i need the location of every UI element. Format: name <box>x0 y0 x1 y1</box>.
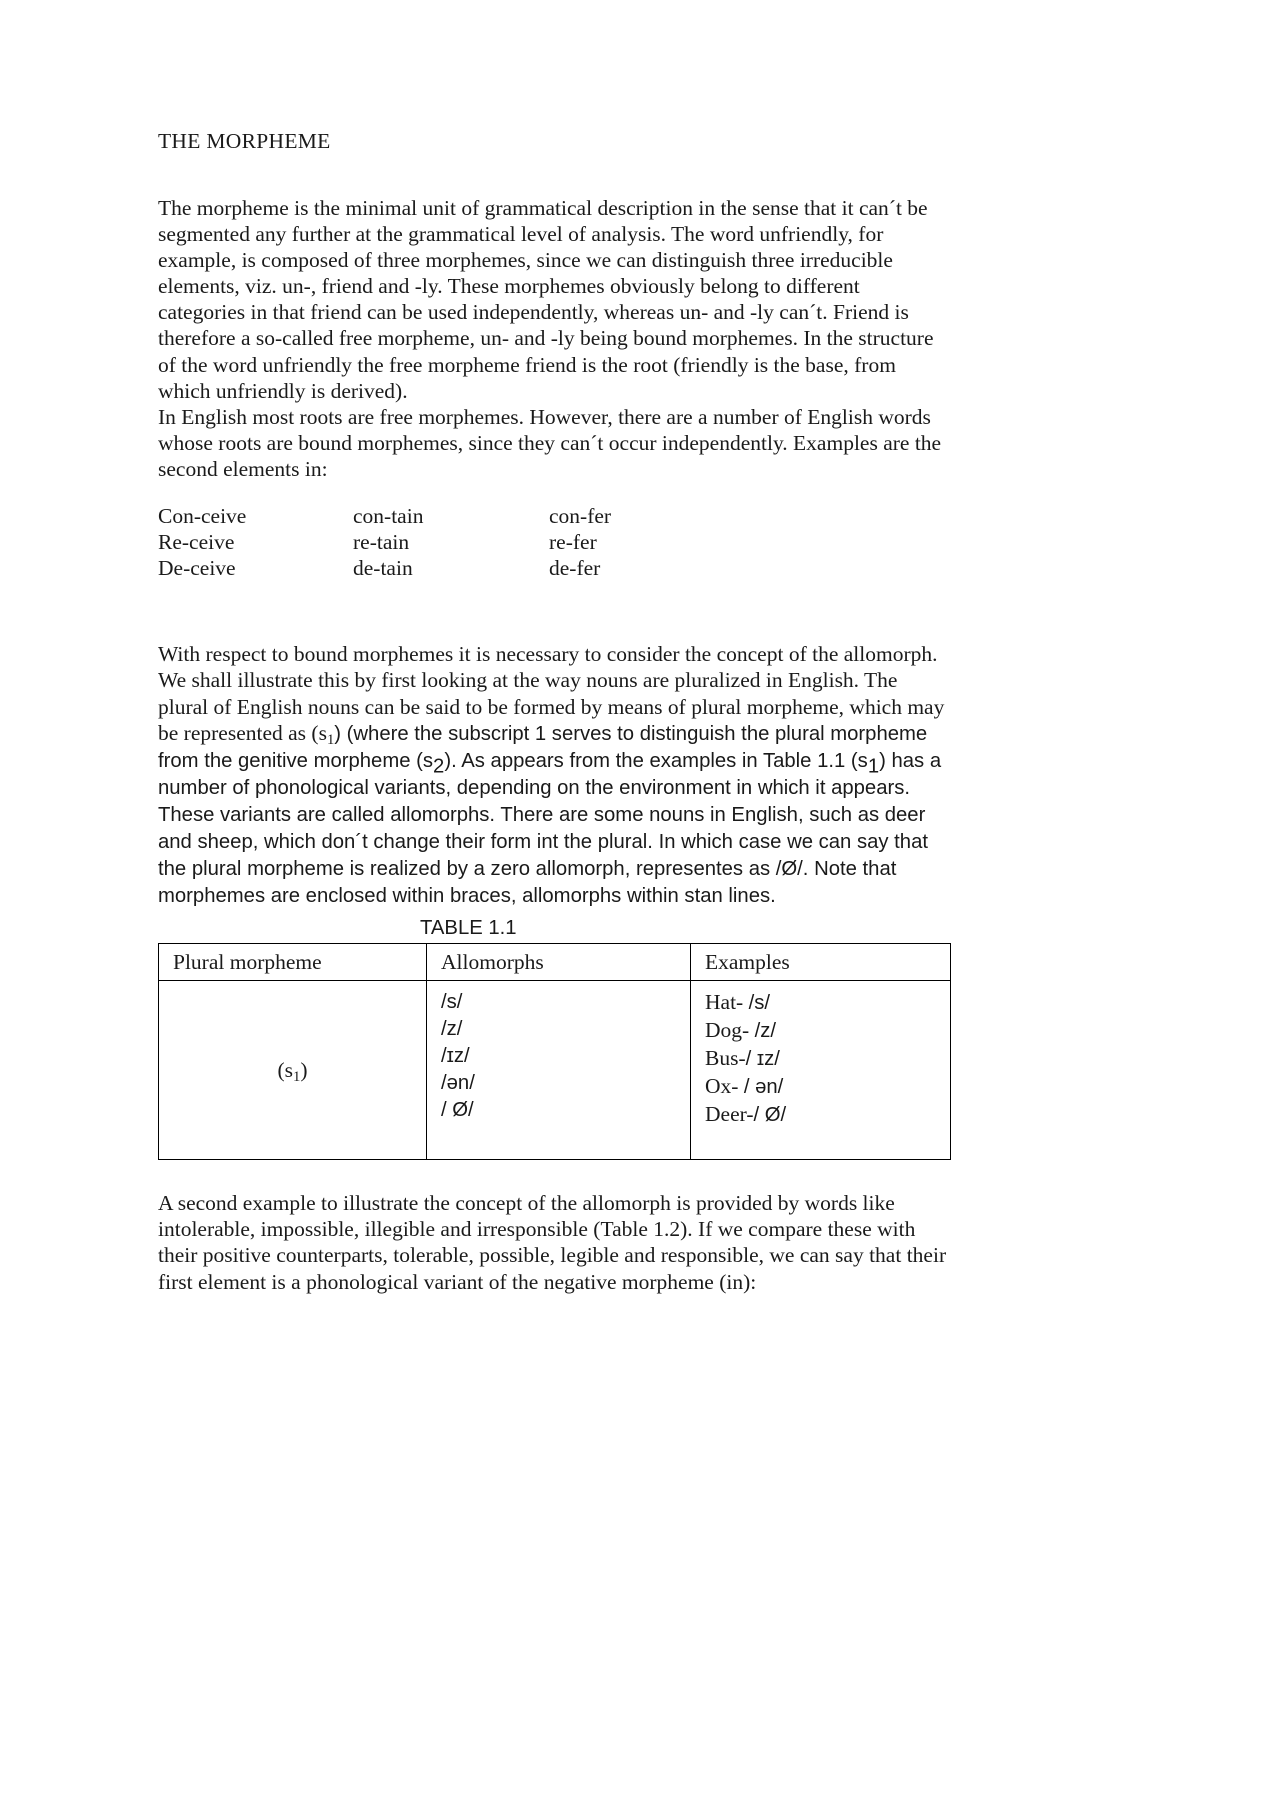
paragraph-second-example: A second example to illustrate the concept of the allomorph is provided by words like intolerable, impossible, illegible and irresponsible (Table 1.2). If we compare these with their positive counterparts, tolerable, possible, legible and responsible, we can say that their first element is a phonological variant of the negative morpheme (in): <box>158 1191 947 1294</box>
subscript-one-b: 1 <box>867 755 880 778</box>
column-header-examples: Examples <box>691 944 951 981</box>
table-header-row <box>159 944 951 981</box>
allomorph-zero: / Ø/ <box>441 1099 474 1122</box>
word-conceive: Con-ceive <box>158 504 247 529</box>
cell-plural-morpheme <box>159 981 427 1160</box>
example-ox: Ox- / ən/ <box>705 1074 784 1099</box>
table-row <box>158 555 749 581</box>
allomorph-iz: /ɪz/ <box>441 1045 470 1068</box>
example-bus: Bus-/ ɪz/ <box>705 1046 780 1071</box>
word-contain: con-tain <box>353 504 424 529</box>
spacer-after-wordlist <box>158 581 950 641</box>
column-header-allomorphs: Allomorphs <box>427 944 691 981</box>
morpheme-subscript: 1 <box>293 1069 301 1086</box>
allomorph-s: /s/ <box>441 991 463 1014</box>
word-receive: Re-ceive <box>158 530 235 555</box>
table-caption: TABLE 1.1 <box>420 917 517 940</box>
word-defer: de-fer <box>549 556 601 581</box>
spacer-before-wordlist <box>158 482 950 503</box>
subscript-two: 2 <box>433 755 445 778</box>
paragraph-morpheme-definition: The morpheme is the minimal unit of grammatical description in the sense that it can´t be segmented any further at the grammatical level of analysis. The word unfriendly, for example, is composed of three morphemes, since we can distinguish three irreducible elements, viz. un-, friend and -ly. These morphemes obviously belong to different categories in that friend can be used independently, whereas un- and -ly can´t. Friend is therefore a so-called free morpheme, un- and -ly being bound morphemes. In the structure of the word unfriendly the free morpheme friend is the root (friendly is the base, from which unfriendly is derived). <box>158 196 934 403</box>
word-refer: re-fer <box>549 530 597 555</box>
allomorph-sans-text-b: ). As appears from the examples in Table 1.1 (s <box>444 749 868 772</box>
example-list <box>691 981 950 1151</box>
example-dog: Dog- /z/ <box>705 1018 776 1043</box>
word-detain: de-tain <box>353 556 413 581</box>
word-confer: con-fer <box>549 504 612 529</box>
example-hat: Hat- /s/ <box>705 990 770 1015</box>
table-row <box>158 529 749 555</box>
document-content <box>158 128 950 1295</box>
allomorph-z: /z/ <box>441 1018 463 1041</box>
example-deer: Deer-/ Ø/ <box>705 1102 787 1127</box>
word-list-table <box>158 503 749 581</box>
cell-examples <box>691 981 951 1160</box>
cell-allomorphs <box>427 981 691 1160</box>
allomorph-sans-text-c: ) has a number of phonological variants, depending on the environment in which it appears. These variants are called allomorphs. There are some nouns in English, such as deer and sheep, which don´t change their form int the plural. In which case we can say that the plural morpheme is realized by a zero allomorph, representes as /Ø/. Note that morphemes are enclosed within braces, allomorphs within stan lines. <box>158 749 942 908</box>
spacer-after-title <box>158 154 950 195</box>
morpheme-open-paren: (s <box>277 1058 294 1083</box>
allomorph-list <box>427 981 690 1146</box>
word-retain: re-tain <box>353 530 410 555</box>
allomorph-sans-text-a: ) (where the subscript 1 serves to distinguish the plural morpheme from the genitive morpheme (s <box>158 722 928 772</box>
table-row <box>158 503 749 529</box>
column-header-plural-morpheme: Plural morpheme <box>159 944 427 981</box>
morpheme-close-paren: ) <box>300 1058 308 1083</box>
spacer-after-table <box>158 1160 950 1190</box>
page-title: THE MORPHEME <box>158 129 331 153</box>
table-row <box>159 981 951 1160</box>
allomorph-table <box>158 943 951 1160</box>
paragraph-allomorph-explanation <box>158 641 950 909</box>
allomorph-serif-text: With respect to bound morphemes it is necessary to consider the concept of the allomorph. We shall illustrate this by first looking at the way nouns are pluralized in English. The plural of English nouns can be said to be formed by means of plural morpheme, which may be represented as (s <box>158 642 945 745</box>
word-deceive: De-ceive <box>158 556 236 581</box>
plural-morpheme-symbol <box>159 981 426 1159</box>
allomorph-schwa-n: /ən/ <box>441 1072 475 1095</box>
paragraph-bound-roots: In English most roots are free morphemes. However, there are a number of English words whose roots are bound morphemes, since they can´t occur independently. Examples are the second elements in: <box>158 404 942 481</box>
subscript-one-a: 1 <box>326 731 335 748</box>
